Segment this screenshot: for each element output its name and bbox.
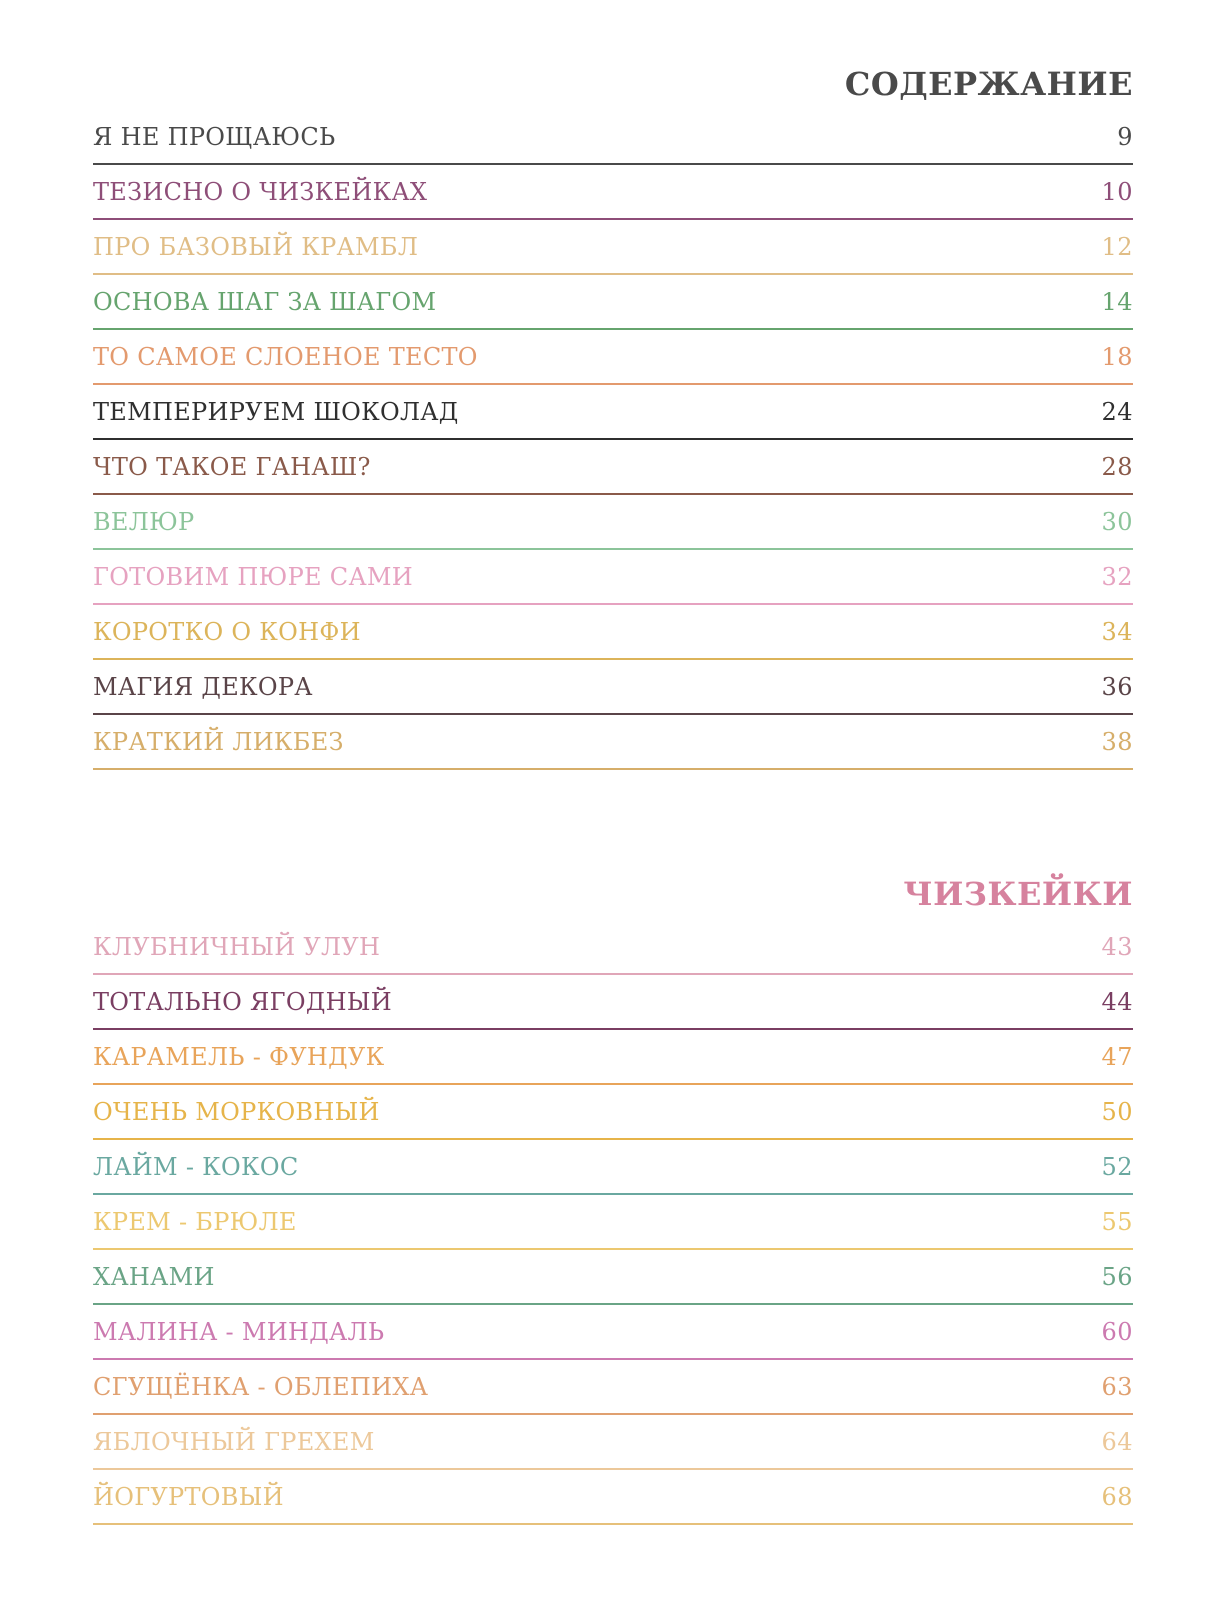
- toc-entry[interactable]: [93, 1360, 1133, 1415]
- toc-entry-title: КРЕМ - БРЮЛЕ: [93, 1207, 297, 1236]
- toc-entry-page-number: 64: [1101, 1427, 1133, 1456]
- toc-entry-page-number: 44: [1101, 987, 1133, 1016]
- toc-entry[interactable]: [93, 275, 1133, 330]
- toc-entry-title: МАЛИНА - МИНДАЛЬ: [93, 1317, 385, 1346]
- toc-entry-title: КРАТКИЙ ЛИКБЕЗ: [93, 727, 344, 756]
- toc-entry-page-number: 68: [1101, 1482, 1133, 1511]
- toc-list-contents: [93, 110, 1133, 770]
- toc-entry[interactable]: [93, 1415, 1133, 1470]
- toc-entry[interactable]: [93, 440, 1133, 495]
- toc-entry-page-number: 32: [1101, 562, 1133, 591]
- toc-entry[interactable]: [93, 715, 1133, 770]
- toc-entry[interactable]: [93, 1085, 1133, 1140]
- toc-entry-page-number: 14: [1101, 287, 1133, 316]
- toc-entry-page-number: 43: [1101, 932, 1133, 961]
- toc-entry-title: ЛАЙМ - КОКОС: [93, 1152, 299, 1181]
- toc-entry-title: ТО САМОЕ СЛОЕНОЕ ТЕСТО: [93, 342, 478, 371]
- toc-entry[interactable]: [93, 1195, 1133, 1250]
- toc-entry[interactable]: [93, 330, 1133, 385]
- toc-entry[interactable]: [93, 1305, 1133, 1360]
- toc-entry-page-number: 18: [1101, 342, 1133, 371]
- toc-entry-title: КОРОТКО О КОНФИ: [93, 617, 361, 646]
- toc-entry-title: ПРО БАЗОВЫЙ КРАМБЛ: [93, 232, 419, 261]
- toc-entry-title: СГУЩЁНКА - ОБЛЕПИХА: [93, 1372, 429, 1401]
- toc-entry-title: ТОТАЛЬНО ЯГОДНЫЙ: [93, 987, 393, 1016]
- toc-entry-page-number: 60: [1101, 1317, 1133, 1346]
- toc-entry-title: ТЕЗИСНО О ЧИЗКЕЙКАХ: [93, 177, 428, 206]
- toc-entry-page-number: 52: [1101, 1152, 1133, 1181]
- toc-entry-title: Я НЕ ПРОЩАЮСЬ: [93, 122, 336, 151]
- toc-entry[interactable]: [93, 1140, 1133, 1195]
- toc-entry-page-number: 55: [1101, 1207, 1133, 1236]
- toc-entry-page-number: 50: [1101, 1097, 1133, 1126]
- contents-section: [93, 58, 1133, 770]
- toc-entry[interactable]: [93, 975, 1133, 1030]
- toc-entry[interactable]: [93, 660, 1133, 715]
- toc-entry[interactable]: [93, 1470, 1133, 1525]
- toc-entry[interactable]: [93, 1030, 1133, 1085]
- toc-entry[interactable]: [93, 165, 1133, 220]
- toc-entry-page-number: 63: [1101, 1372, 1133, 1401]
- toc-entry-page-number: 47: [1101, 1042, 1133, 1071]
- toc-entry[interactable]: [93, 495, 1133, 550]
- toc-entry-title: КЛУБНИЧНЫЙ УЛУН: [93, 932, 381, 961]
- toc-entry-title: ЯБЛОЧНЫЙ ГРЕХЕМ: [93, 1427, 375, 1456]
- toc-entry-title: КАРАМЕЛЬ - ФУНДУК: [93, 1042, 385, 1071]
- toc-entry-page-number: 38: [1101, 727, 1133, 756]
- toc-entry-page-number: 34: [1101, 617, 1133, 646]
- toc-entry[interactable]: [93, 550, 1133, 605]
- toc-entry-title: МАГИЯ ДЕКОРА: [93, 672, 313, 701]
- toc-entry[interactable]: [93, 920, 1133, 975]
- toc-entry-page-number: 24: [1101, 397, 1133, 426]
- toc-entry[interactable]: [93, 110, 1133, 165]
- section-title-contents: СОДЕРЖАНИЕ: [844, 65, 1133, 103]
- toc-entry[interactable]: [93, 385, 1133, 440]
- toc-entry[interactable]: [93, 605, 1133, 660]
- toc-entry-title: ЙОГУРТОВЫЙ: [93, 1482, 284, 1511]
- toc-entry-title: ЧТО ТАКОЕ ГАНАШ?: [93, 452, 371, 481]
- toc-entry-page-number: 36: [1101, 672, 1133, 701]
- toc-entry-page-number: 12: [1101, 232, 1133, 261]
- toc-entry[interactable]: [93, 220, 1133, 275]
- toc-entry-title: ГОТОВИМ ПЮРЕ САМИ: [93, 562, 414, 591]
- toc-entry-title: ОСНОВА ШАГ ЗА ШАГОМ: [93, 287, 437, 316]
- toc-entry-title: ВЕЛЮР: [93, 507, 195, 536]
- toc-entry-title: ХАНАМИ: [93, 1262, 215, 1291]
- section-title-cheesecakes: ЧИЗКЕЙКИ: [903, 875, 1133, 913]
- toc-entry-page-number: 28: [1101, 452, 1133, 481]
- cheesecakes-section: [93, 868, 1133, 1525]
- toc-entry-page-number: 10: [1101, 177, 1133, 206]
- toc-entry-page-number: 56: [1101, 1262, 1133, 1291]
- toc-entry-title: ОЧЕНЬ МОРКОВНЫЙ: [93, 1097, 380, 1126]
- toc-entry-page-number: 9: [1117, 122, 1133, 151]
- toc-entry-page-number: 30: [1101, 507, 1133, 536]
- toc-entry-title: ТЕМПЕРИРУЕМ ШОКОЛАД: [93, 397, 459, 426]
- toc-list-cheesecakes: [93, 920, 1133, 1525]
- toc-entry[interactable]: [93, 1250, 1133, 1305]
